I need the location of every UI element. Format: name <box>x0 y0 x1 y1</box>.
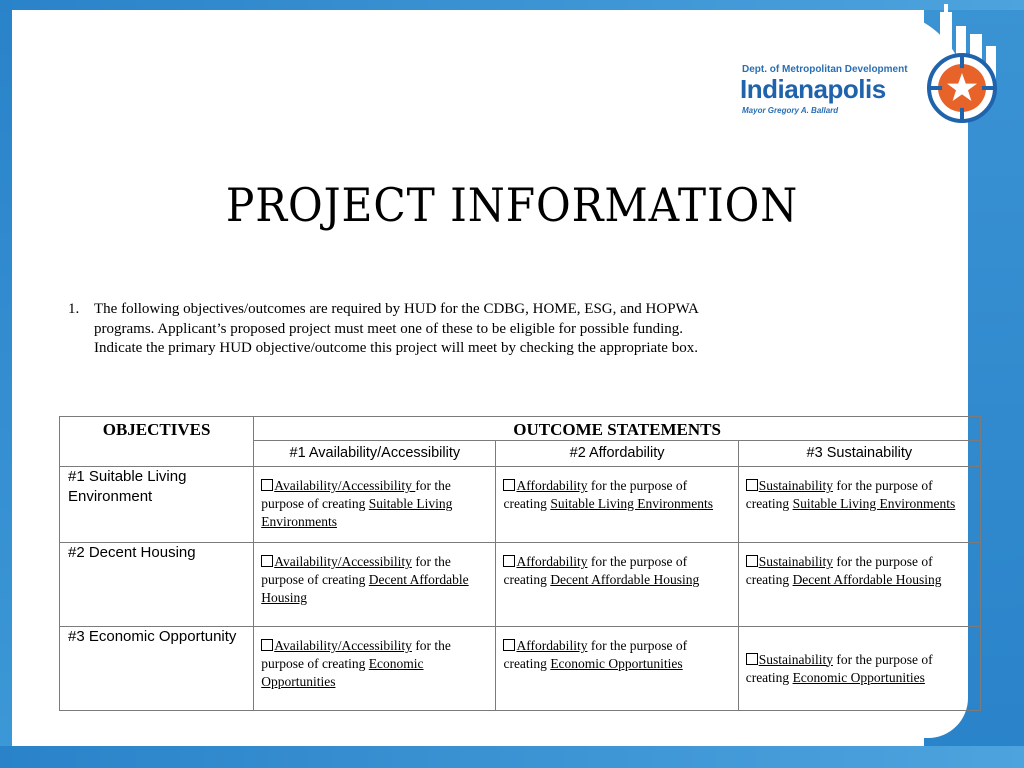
objectives-header: OBJECTIVES <box>60 417 254 467</box>
option-cell[interactable] <box>254 543 496 627</box>
connector-text: for the purpose of creating <box>745 478 933 511</box>
objective-text: Suitable Living Environments <box>550 496 714 511</box>
column-header: #1 Availability/Accessibility <box>254 441 496 467</box>
connector-text: for the purpose of creating <box>261 478 451 511</box>
outcome-text: Affordability <box>516 478 588 493</box>
instruction-text: The following objectives/outcomes are required by HUD for the CDBG, HOME, ESG, and HOPWA programs. Applicant’s proposed project must meet one of these to be eligible for possible funding. Indicate the primary HUD objective/outcome this project will meet by checking the appropriate box. <box>94 301 699 356</box>
connector-text: for the purpose of creating <box>261 554 451 587</box>
checkbox[interactable] <box>261 639 273 651</box>
checkbox[interactable] <box>261 555 273 567</box>
logo-city-name: Indianapolis <box>740 74 886 104</box>
connector-text: for the purpose of creating <box>503 478 688 511</box>
checkbox[interactable] <box>746 653 758 665</box>
frame-bottom <box>0 746 1024 768</box>
outcome-text: Availability/Accessibility <box>274 638 412 653</box>
outcome-text: Affordability <box>516 638 588 653</box>
objective-text: Decent Affordable Housing <box>792 572 942 587</box>
checkbox[interactable] <box>503 479 515 491</box>
checkbox[interactable] <box>503 639 515 651</box>
logo-dept-text: Dept. of Metropolitan Development <box>742 64 908 75</box>
outcome-text: Availability/Accessibility <box>274 554 412 569</box>
objective-text: Economic Opportunities <box>792 669 925 685</box>
frame-top <box>0 0 1024 10</box>
objective-text: Economic Opportunities <box>261 656 424 689</box>
row-label: #2 Decent Housing <box>60 543 254 627</box>
row-label: #3 Economic Opportunity <box>60 627 254 711</box>
outcome-text: Sustainability <box>758 651 833 667</box>
column-header: #2 Affordability <box>496 441 738 467</box>
table-row <box>60 543 981 627</box>
checkbox[interactable] <box>746 479 758 491</box>
objective-text: Suitable Living Environments <box>792 496 956 511</box>
outcome-text: Sustainability <box>758 478 833 493</box>
objective-text: Decent Affordable Housing <box>550 572 700 587</box>
page-title: PROJECT INFORMATION <box>225 178 799 232</box>
option-cell[interactable] <box>496 467 738 543</box>
table-row <box>60 627 981 711</box>
column-header: #3 Sustainability <box>738 441 980 467</box>
checkbox[interactable] <box>746 555 758 567</box>
objective-text: Decent Affordable Housing <box>261 572 469 605</box>
objectives-outcomes-table <box>59 416 981 711</box>
option-cell[interactable] <box>496 543 738 627</box>
option-cell[interactable] <box>738 543 980 627</box>
outcome-text: Availability/Accessibility <box>274 478 416 493</box>
outcome-text: Sustainability <box>758 554 833 569</box>
indianapolis-logo <box>738 52 1008 124</box>
option-cell[interactable] <box>254 467 496 543</box>
option-cell[interactable] <box>738 467 980 543</box>
logo-mayor-text: Mayor Gregory A. Ballard <box>742 106 839 115</box>
city-seal-icon <box>926 52 998 124</box>
outcome-text: Affordability <box>516 554 588 569</box>
table-row <box>60 467 981 543</box>
checkbox[interactable] <box>503 555 515 567</box>
connector-text: for the purpose of creating <box>745 651 933 685</box>
objective-text: Economic Opportunities <box>550 656 683 671</box>
instruction-number: 1. <box>68 301 80 317</box>
connector-text: for the purpose of creating <box>261 638 451 671</box>
row-label: #1 Suitable Living Environment <box>60 467 254 543</box>
option-cell[interactable] <box>496 627 738 711</box>
option-cell[interactable] <box>254 627 496 711</box>
instruction-paragraph <box>68 300 728 359</box>
outcome-statements-header: OUTCOME STATEMENTS <box>254 417 981 441</box>
objective-text: Suitable Living Environments <box>261 496 453 529</box>
frame-left <box>0 0 12 768</box>
connector-text: for the purpose of creating <box>503 554 688 587</box>
connector-text: for the purpose of creating <box>503 638 688 671</box>
checkbox[interactable] <box>261 479 273 491</box>
connector-text: for the purpose of creating <box>745 554 933 587</box>
option-cell[interactable] <box>738 627 980 711</box>
